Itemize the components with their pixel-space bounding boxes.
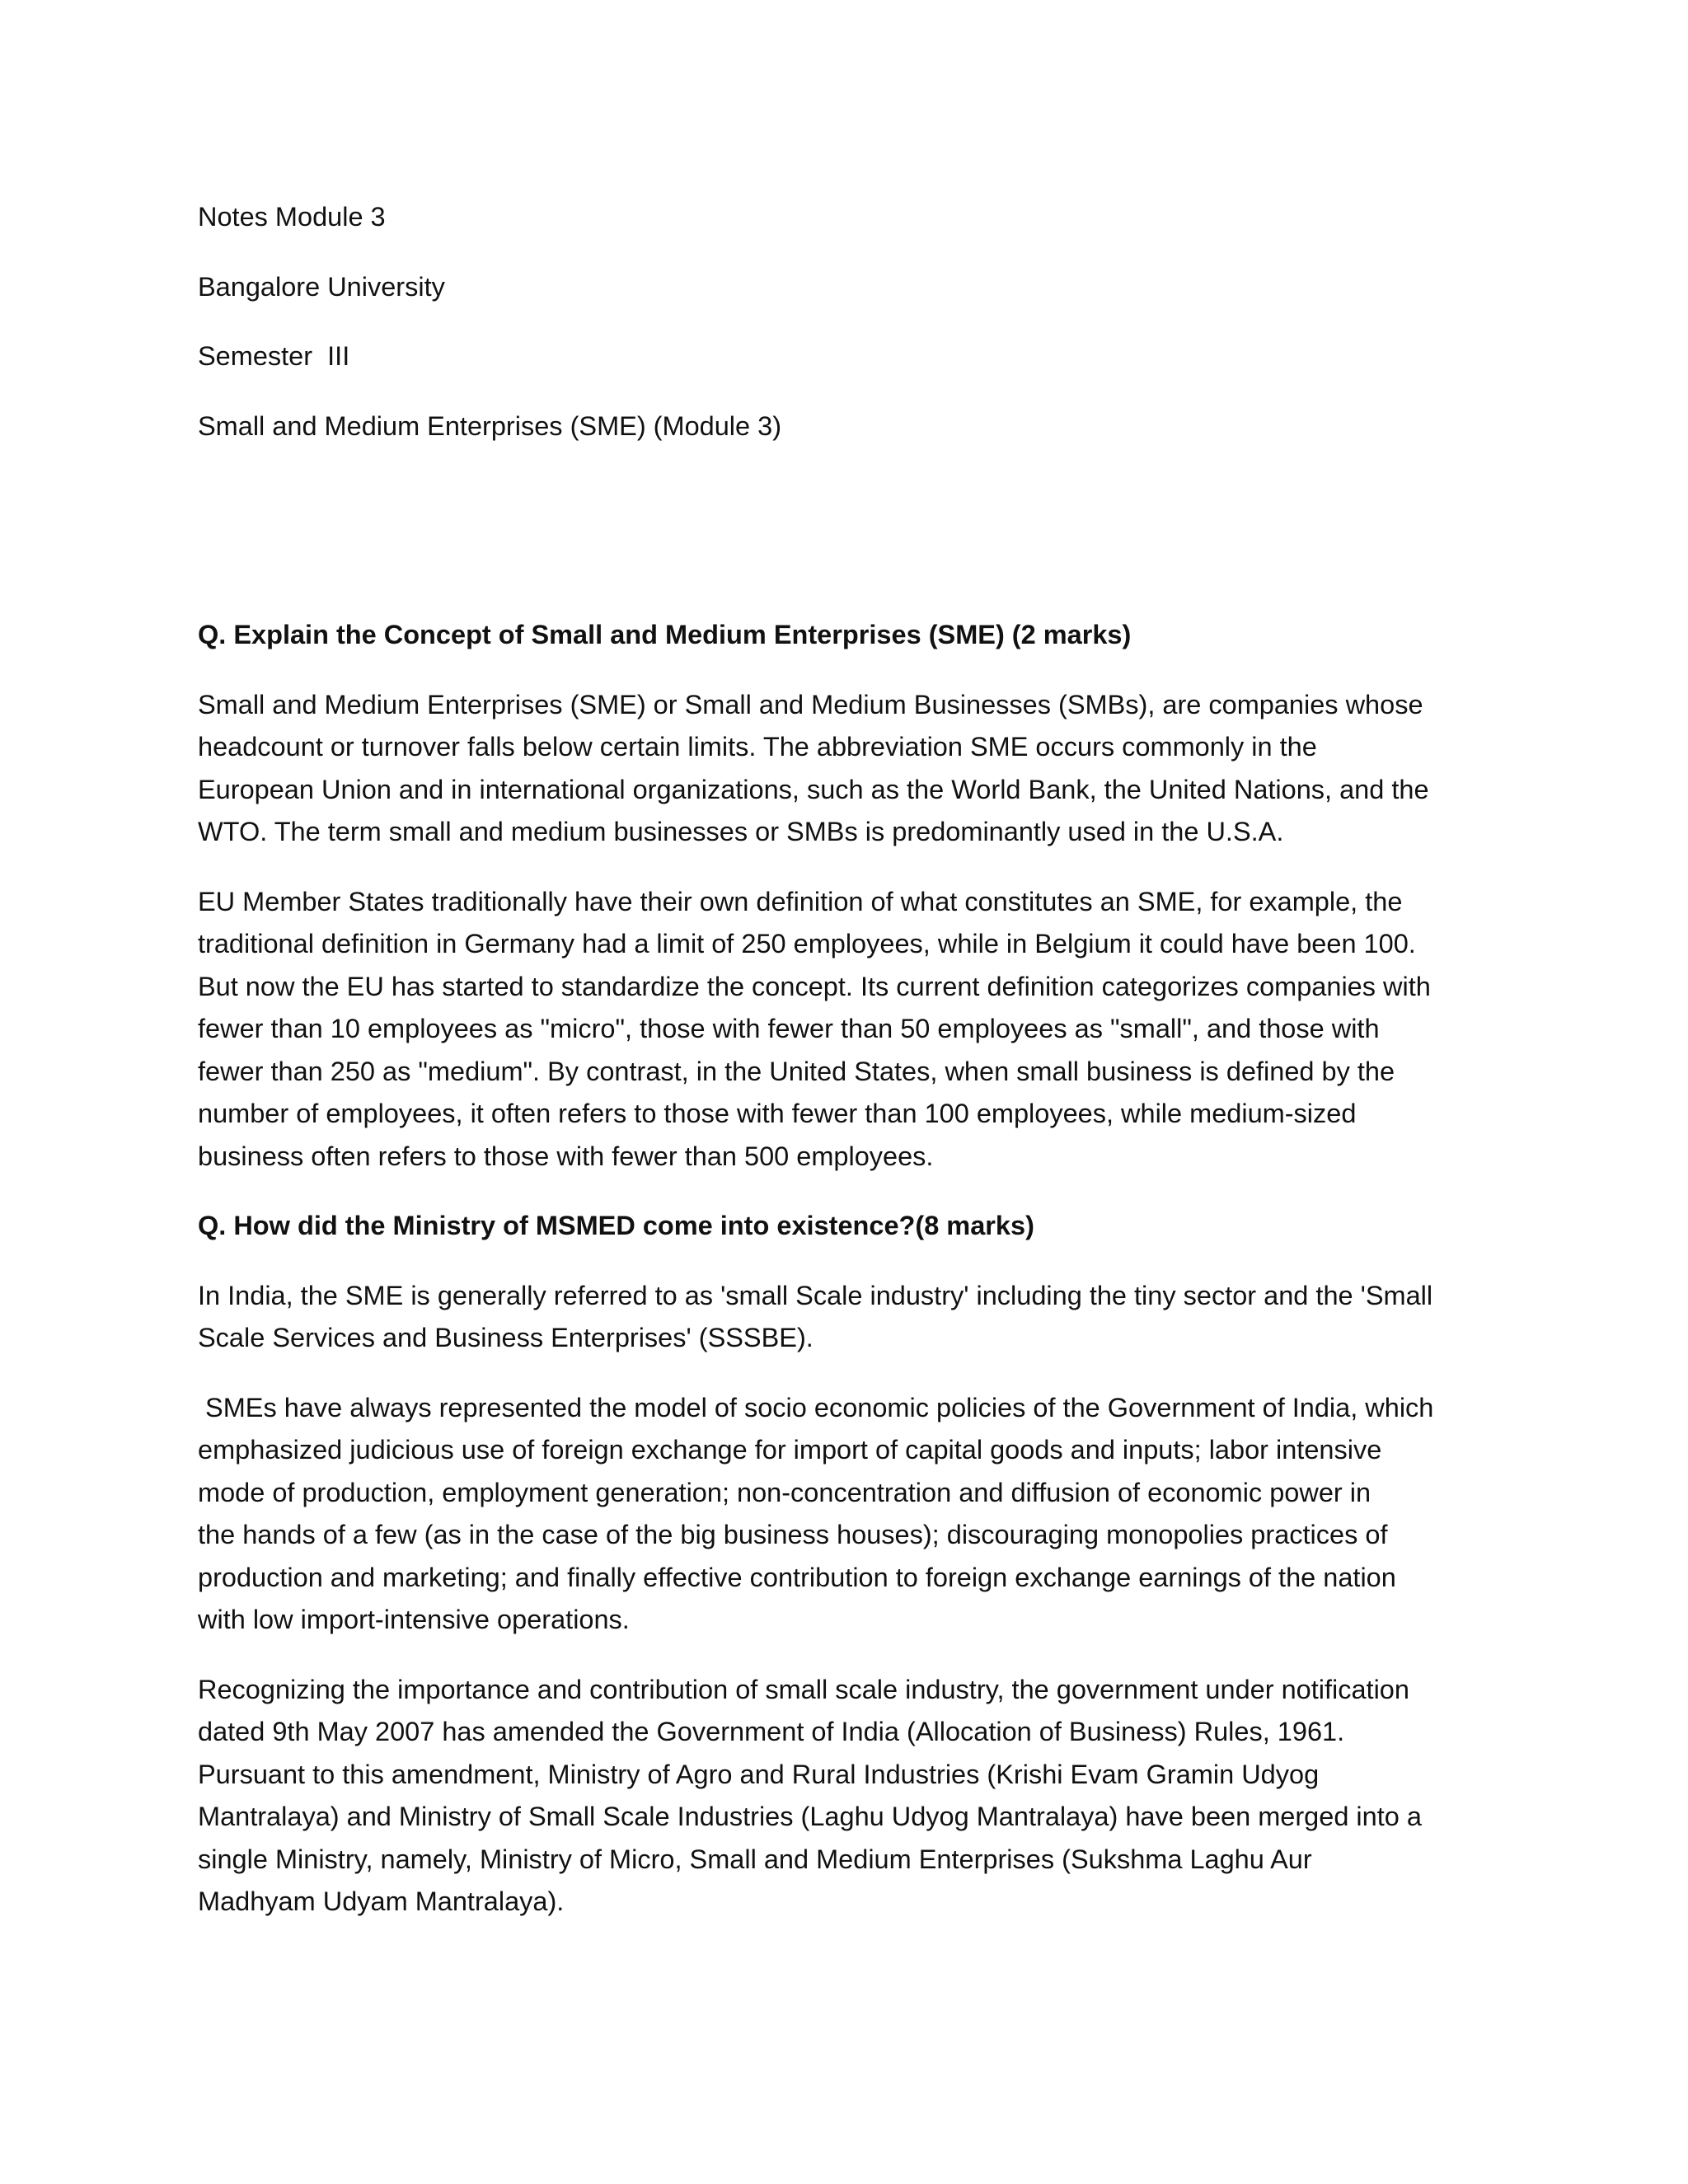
- text-line: business often refers to those with fewer than 500 employees.: [198, 1141, 934, 1171]
- text-line: production and marketing; and finally effective contribution to foreign exchange earnings of the nation: [198, 1562, 1396, 1592]
- text-line: Mantralaya) and Ministry of Small Scale Industries (Laghu Udyog Mantralaya) have been merged into a: [198, 1802, 1422, 1831]
- section-spacer: [198, 475, 1492, 614]
- text-line: the hands of a few (as in the case of the big business houses); discouraging monopolies practices of: [198, 1520, 1388, 1549]
- text-line: Pursuant to this amendment, Ministry of Agro and Rural Industries (Krishi Evam Gramin Udyog: [198, 1759, 1320, 1789]
- text-line: traditional definition in Germany had a limit of 250 employees, while in Belgium it could have been 100.: [198, 929, 1416, 958]
- text-line: European Union and in international organizations, such as the World Bank, the United Nations, and the: [198, 774, 1429, 804]
- text-line: Small and Medium Enterprises (SME) or Small and Medium Businesses (SMBs), are companies whose: [198, 689, 1423, 719]
- question-1-paragraph-2: [198, 881, 1492, 1179]
- text-line: But now the EU has started to standardize the concept. Its current definition categorizes companies with: [198, 971, 1431, 1001]
- text-line: In India, the SME is generally referred to as 'small Scale industry' including the tiny sector and the 'Small: [198, 1280, 1433, 1310]
- text-line: fewer than 10 employees as "micro", those with fewer than 50 employees as "small", and those with: [198, 1014, 1380, 1043]
- header-university: Bangalore University: [198, 271, 445, 302]
- question-1-heading: Q. Explain the Concept of Small and Medium Enterprises (SME) (2 marks): [198, 620, 1132, 649]
- question-2-paragraph-2: [198, 1387, 1492, 1642]
- text-line: Scale Services and Business Enterprises' (SSSBE).: [198, 1323, 814, 1352]
- text-line: Madhyam Udyam Mantralaya).: [198, 1886, 565, 1916]
- text-line: number of employees, it often refers to those with fewer than 100 employees, while medium-sized: [198, 1099, 1357, 1128]
- text-line: with low import-intensive operations.: [198, 1605, 630, 1634]
- header-module-title: Notes Module 3: [198, 202, 386, 232]
- text-line: dated 9th May 2007 has amended the Government of India (Allocation of Business) Rules, 1961.: [198, 1717, 1345, 1746]
- text-line: single Ministry, namely, Ministry of Micro, Small and Medium Enterprises (Sukshma Laghu Aur: [198, 1844, 1312, 1874]
- header-subject: Small and Medium Enterprises (SME) (Module 3): [198, 410, 782, 441]
- text-line: headcount or turnover falls below certain limits. The abbreviation SME occurs commonly in the: [198, 732, 1317, 762]
- header-semester: Semester III: [198, 341, 350, 371]
- question-2-heading: Q. How did the Ministry of MSMED come into existence?(8 marks): [198, 1211, 1034, 1240]
- text-line: mode of production, employment generation; non-concentration and diffusion of economic power in: [198, 1477, 1372, 1507]
- document-content: [198, 196, 1492, 1951]
- text-line: Recognizing the importance and contribution of small scale industry, the government under notification: [198, 1674, 1409, 1704]
- text-line: emphasized judicious use of foreign exchange for import of capital goods and inputs; labor intensive: [198, 1435, 1382, 1465]
- text-line: EU Member States traditionally have their own definition of what constitutes an SME, for example, the: [198, 886, 1403, 916]
- text-line: WTO. The term small and medium businesses or SMBs is predominantly used in the U.S.A.: [198, 817, 1284, 846]
- question-1-paragraph-1: [198, 684, 1492, 854]
- question-2-paragraph-1: [198, 1275, 1492, 1360]
- question-2-paragraph-3: [198, 1669, 1492, 1924]
- text-line: SMEs have always represented the model of socio economic policies of the Government of India, which: [198, 1392, 1434, 1422]
- text-line: fewer than 250 as "medium". By contrast, in the United States, when small business is defined by the: [198, 1056, 1395, 1086]
